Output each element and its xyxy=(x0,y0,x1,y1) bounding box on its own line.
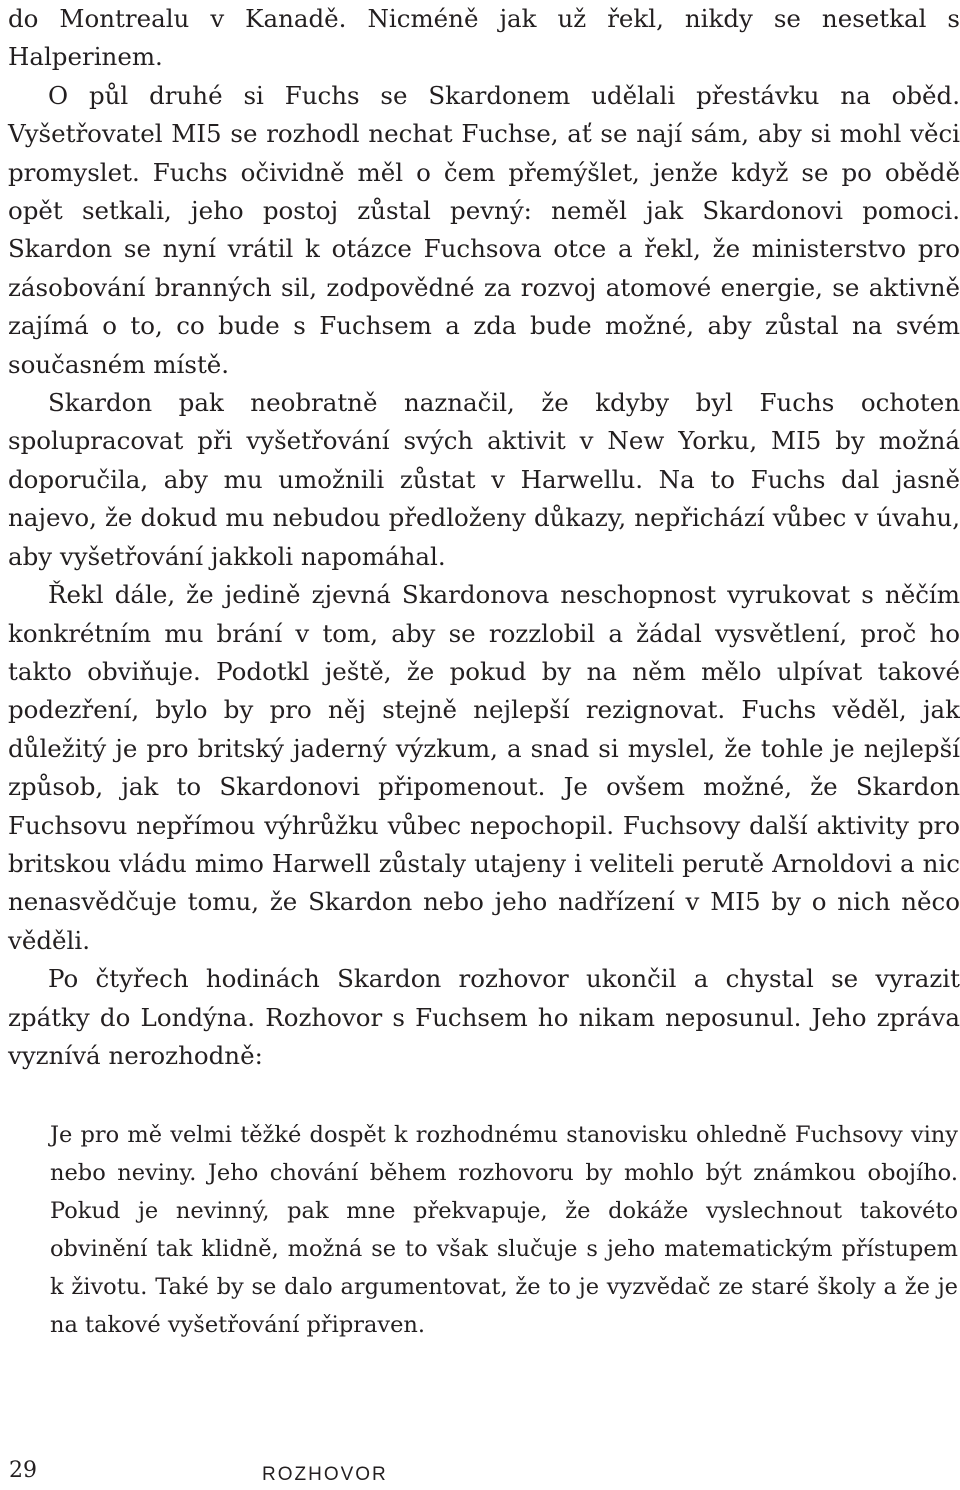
paragraph-skardon-suggestion: Skardon pak neobratně naznačil, že kdyby byl Fuchs ochoten spolupracovat při vyšetřování svých aktivit v New Yorku, MI5 by možná doporučila, aby mu umožnili zůstat v Harwellu. Na to Fuchs dal jasně najevo, že dokud mu nebudou předloženy důkazy, nepřichází vůbec v úvahu, aby vyšetřování jakkoli napomáhal. xyxy=(8,388,960,571)
block-quote-report: Je pro mě velmi těžké dospět k rozhodnému stanovisku ohledně Fuchsovy viny nebo neviny. Jeho chování během rozhovoru by mohlo být známkou obojího. Pokud je nevinný, pak mne překvapuje, že dokáže vyslechnout takovéto obvinění tak klidně, možná se to však slučuje s jeho matematickým přístupem k životu. Také by se dalo argumentovat, že to je vyzvědač ze staré školy a že je na takové vyšetřování připraven. xyxy=(50,1122,958,1338)
paragraph-interview-end: Po čtyřech hodinách Skardon rozhovor ukončil a chystal se vyrazit zpátky do Londýna. Rozhovor s Fuchsem ho nikam neposunul. Jeho zpráva vyznívá nerozhodně: xyxy=(8,964,960,1070)
paragraph-fuchs-response: Řekl dále, že jedině zjevná Skardonova neschopnost vyrukovat s něčím konkrétním mu brání v tom, aby se rozzlobil a žádal vysvětlení, proč ho takto obviňuje. Podotkl ještě, že pokud by na něm mělo ulpívat takové podezření, bylo by pro něj stejně nejlepší rezignovat. Fuchs věděl, jak důležitý je pro britský jaderný výzkum, a snad si myslel, že tohle je nejlepší způsob, jak to Skardonovi připomenout. Je ovšem možné, že Skardon Fuchsovu nepřímou výhrůžku vůbec nepochopil. Fuchsovy další aktivity pro britskou vládu mimo Harwell zůstaly utajeny i veliteli perutě Arnoldovi a nic nenasvědčuje tomu, že Skardon nebo jeho nadřízení v MI5 by o nich něco věděli. xyxy=(8,580,960,955)
running-title: ROZHOVOR xyxy=(262,1464,388,1485)
paragraph-lunch-break: O půl druhé si Fuchs se Skardonem udělali přestávku na oběd. Vyšetřovatel MI5 se rozhodl nechat Fuchse, ať se nají sám, aby si mohl věci promyslet. Fuchs očividně měl o čem přemýšlet, jenže když se po obědě opět setkali, jeho postoj zůstal pevný: neměl jak Skardonovi pomoci. Skardon se nyní vrátil k otázce Fuchsova otce a řekl, že ministerstvo pro zásobování branných sil, zodpovědné za rozvoj atomové energie, se aktivně zajímá o to, co bude s Fuchsem a zda bude možné, aby zůstal na svém současném místě. xyxy=(8,80,960,379)
body-text xyxy=(8,0,960,1075)
paragraph-continuation: do Montrealu v Kanadě. Nicméně jak už řekl, nikdy se nesetkal s Halperinem. xyxy=(8,4,960,72)
page-number: 29 xyxy=(9,1458,37,1483)
